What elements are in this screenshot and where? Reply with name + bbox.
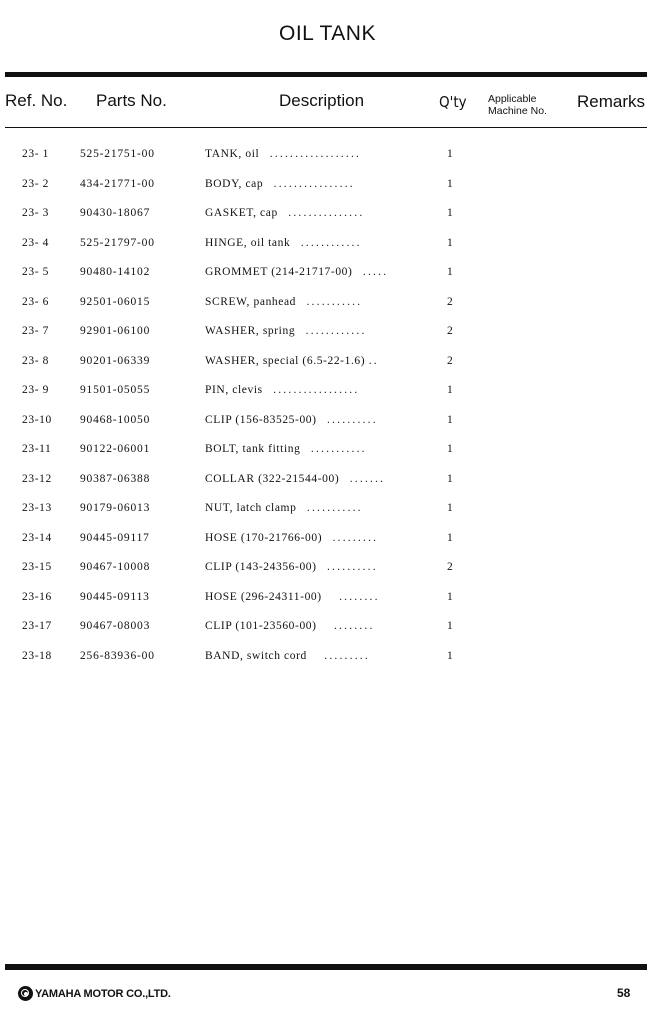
- column-header-parts-no: Parts No.: [96, 91, 167, 110]
- quantity-cell: 1: [447, 531, 453, 544]
- part-no-cell: 90445-09113: [80, 590, 150, 603]
- applicable-line-2: Machine No.: [488, 105, 547, 117]
- quantity-cell: 1: [447, 266, 453, 278]
- description-text: CLIP (101-23560-00): [205, 620, 317, 632]
- leader-dots: ........: [333, 620, 375, 632]
- yamaha-logo-icon: [18, 986, 33, 1001]
- quantity-cell: 1: [447, 502, 453, 514]
- description-text: HINGE, oil tank: [205, 236, 291, 249]
- part-no-cell: 91501-05055: [80, 384, 151, 396]
- table-row: [0, 617, 655, 637]
- description-cell: [205, 620, 429, 632]
- table-row: [0, 381, 655, 401]
- description-cell: [205, 296, 429, 308]
- ref-no-cell: 23- 9: [22, 384, 49, 396]
- description-text: HOSE (170-21766-00): [205, 531, 323, 544]
- ref-no-cell: 23-15: [22, 561, 52, 573]
- description-cell: [205, 502, 429, 514]
- table-row: [0, 352, 655, 372]
- quantity-cell: 1: [447, 384, 453, 396]
- leader-dots: ............: [300, 236, 362, 249]
- quantity-cell: 2: [447, 561, 453, 573]
- footer-brand: [18, 986, 171, 1001]
- description-cell: [205, 650, 429, 662]
- quantity-cell: 2: [447, 325, 453, 337]
- part-no-cell: 434-21771-00: [80, 177, 155, 190]
- part-no-cell: 90468-10050: [80, 413, 151, 426]
- part-no-cell: 90122-06001: [80, 443, 151, 455]
- leader-dots: ...............: [288, 207, 365, 219]
- description-text: BAND, switch cord: [205, 649, 307, 662]
- ref-no-cell: 23-16: [22, 590, 52, 603]
- footer-rule: [5, 964, 647, 970]
- description-cell: [205, 266, 429, 278]
- company-name: YAMAHA MOTOR CO.,LTD.: [35, 987, 171, 1000]
- part-no-cell: 90201-06339: [80, 354, 151, 367]
- ref-no-cell: 23- 8: [22, 354, 49, 367]
- quantity-cell: 1: [447, 413, 453, 426]
- quantity-cell: 1: [447, 177, 453, 190]
- part-no-cell: 90445-09117: [80, 531, 150, 544]
- table-row: [0, 145, 655, 165]
- ref-no-cell: 23-17: [22, 620, 52, 632]
- leader-dots: ................: [273, 177, 355, 190]
- ref-no-cell: 23- 2: [22, 177, 49, 190]
- description-text: COLLAR (322-21544-00): [205, 472, 340, 485]
- part-no-cell: 525-21797-00: [80, 236, 155, 249]
- table-row: [0, 322, 655, 342]
- description-text: SCREW, panhead: [205, 295, 297, 308]
- ref-no-cell: 23-10: [22, 413, 52, 426]
- leader-dots: ...........: [310, 443, 367, 455]
- description-cell: [205, 148, 429, 160]
- column-header-ref-no: Ref. No.: [5, 91, 68, 110]
- part-no-cell: 90467-10008: [80, 561, 151, 573]
- part-no-cell: 90179-06013: [80, 502, 151, 514]
- table-row: [0, 499, 655, 519]
- quantity-cell: 1: [447, 649, 453, 662]
- description-text: NUT, latch clamp: [205, 502, 297, 514]
- ref-no-cell: 23-12: [22, 472, 52, 485]
- part-no-cell: 90480-14102: [80, 266, 151, 278]
- description-cell: [205, 532, 429, 544]
- ref-no-cell: 23- 7: [22, 325, 49, 337]
- leader-dots: .........: [332, 531, 379, 544]
- leader-dots: ..................: [269, 148, 362, 160]
- table-row: [0, 204, 655, 224]
- leader-dots: .....: [362, 266, 389, 278]
- header-bottom-rule: [5, 127, 647, 128]
- quantity-cell: 1: [447, 590, 453, 603]
- quantity-cell: 1: [447, 207, 453, 219]
- column-header-applicable-machine: [488, 93, 547, 117]
- description-text: PIN, clevis: [205, 384, 263, 396]
- description-cell: [205, 591, 429, 603]
- description-cell: [205, 237, 429, 249]
- leader-dots: .........: [324, 649, 370, 662]
- ref-no-cell: 23- 5: [22, 266, 49, 278]
- leader-dots: ............: [305, 325, 367, 337]
- leader-dots: ...........: [306, 295, 363, 308]
- page-number: 58: [617, 986, 631, 1000]
- quantity-cell: 1: [447, 236, 453, 249]
- table-row: [0, 411, 655, 431]
- ref-no-cell: 23- 4: [22, 236, 49, 249]
- applicable-line-1: Applicable: [488, 93, 537, 105]
- column-header-description: Description: [279, 91, 365, 110]
- leader-dots: ...........: [306, 502, 363, 514]
- part-no-cell: 92901-06100: [80, 325, 151, 337]
- description-text: BOLT, tank fitting: [205, 443, 301, 455]
- ref-no-cell: 23-18: [22, 649, 52, 662]
- description-cell: [205, 355, 429, 367]
- description-cell: [205, 207, 429, 219]
- description-text: CLIP (143-24356-00): [205, 561, 317, 573]
- table-row: [0, 293, 655, 313]
- ref-no-cell: 23-14: [22, 531, 52, 544]
- table-row: [0, 647, 655, 667]
- description-text: GROMMET (214-21717-00): [205, 266, 353, 278]
- table-row: [0, 440, 655, 460]
- ref-no-cell: 23-11: [22, 443, 52, 455]
- leader-dots: .................: [273, 384, 360, 396]
- quantity-cell: 2: [447, 295, 453, 308]
- description-text: BODY, cap: [205, 177, 264, 190]
- quantity-cell: 1: [447, 472, 453, 485]
- description-text: WASHER, spring: [205, 325, 296, 337]
- description-cell: [205, 414, 429, 426]
- ref-no-cell: 23- 3: [22, 207, 49, 219]
- part-no-cell: 90387-06388: [80, 472, 151, 485]
- description-text: HOSE (296-24311-00): [205, 590, 322, 603]
- leader-dots: ..........: [327, 561, 378, 573]
- table-row: [0, 529, 655, 549]
- description-text: WASHER, special (6.5-22-1.6): [205, 354, 366, 367]
- table-row: [0, 558, 655, 578]
- part-no-cell: 92501-06015: [80, 295, 151, 308]
- part-no-cell: 256-83936-00: [80, 649, 155, 662]
- part-no-cell: 525-21751-00: [80, 148, 155, 160]
- page-title: OIL TANK: [279, 22, 376, 45]
- leader-dots: ..: [368, 354, 379, 367]
- description-text: GASKET, cap: [205, 207, 278, 219]
- quantity-cell: 1: [447, 620, 453, 632]
- column-header-remarks: Remarks: [577, 92, 646, 111]
- header-top-rule: [5, 72, 647, 77]
- table-row: [0, 470, 655, 490]
- table-row: [0, 263, 655, 283]
- quantity-cell: 2: [447, 354, 453, 367]
- table-row: [0, 175, 655, 195]
- description-text: CLIP (156-83525-00): [205, 413, 317, 426]
- description-cell: [205, 561, 429, 573]
- description-cell: [205, 443, 429, 455]
- description-cell: [205, 473, 429, 485]
- leader-dots: ........: [339, 590, 380, 603]
- leader-dots: ..........: [327, 413, 378, 426]
- ref-no-cell: 23- 1: [22, 148, 49, 160]
- quantity-cell: 1: [447, 148, 453, 160]
- description-cell: [205, 178, 429, 190]
- description-cell: [205, 384, 429, 396]
- table-row: [0, 234, 655, 254]
- part-no-cell: 90467-08003: [80, 620, 151, 632]
- ref-no-cell: 23- 6: [22, 295, 49, 308]
- leader-dots: .......: [349, 472, 386, 485]
- ref-no-cell: 23-13: [22, 502, 52, 514]
- description-text: TANK, oil: [205, 148, 260, 160]
- part-no-cell: 90430-18067: [80, 207, 151, 219]
- column-header-quantity: Q'ty: [439, 93, 467, 111]
- quantity-cell: 1: [447, 443, 453, 455]
- description-cell: [205, 325, 429, 337]
- table-row: [0, 588, 655, 608]
